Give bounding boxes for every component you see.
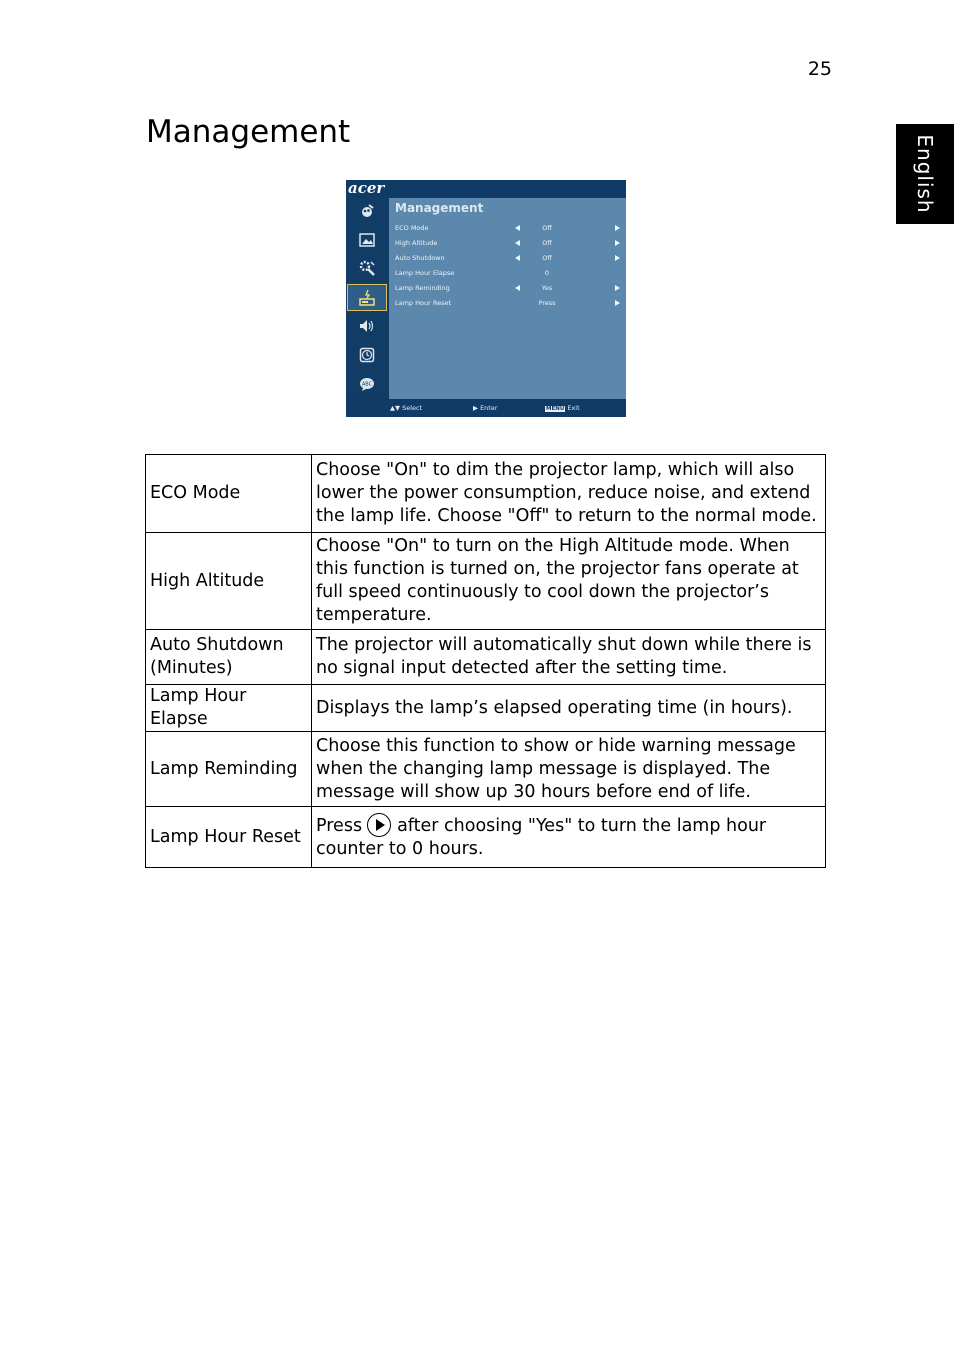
osd-row-label: Auto Shutdown (395, 254, 445, 262)
table-row (146, 732, 826, 807)
option-description: Choose "On" to turn on the High Altitude mode. When this function is turned on, the projector fans operate at full speed continuously to cool down the projector’s temperature. (312, 533, 826, 630)
page-title: Management (146, 114, 351, 150)
up-down-arrows-icon: ▲▼ (390, 404, 400, 412)
osd-panel-title: Management (395, 201, 484, 215)
page-number: 25 (807, 58, 832, 80)
option-description (312, 807, 826, 868)
osd-row-value: 0 (544, 269, 550, 277)
osd-row-value: Off (542, 254, 552, 262)
osd-sidebar (346, 198, 388, 399)
arrow-right-icon[interactable] (615, 225, 620, 231)
osd-row-label: Lamp Reminding (395, 284, 450, 292)
arrow-left-icon[interactable] (515, 255, 520, 261)
osd-row-value: Off (542, 224, 552, 232)
osd-row-lamp-reminding[interactable] (389, 281, 626, 295)
osd-footer-select (390, 404, 422, 412)
osd-row-value: Off (542, 239, 552, 247)
arrow-right-icon[interactable] (615, 255, 620, 261)
option-description: Choose this function to show or hide warning message when the changing lamp message is displayed. The message will show up 30 hours before end of life. (312, 732, 826, 807)
exit-hint: Exit (567, 404, 580, 412)
arrow-left-icon[interactable] (515, 240, 520, 246)
option-description: Displays the lamp’s elapsed operating time (in hours). (312, 685, 826, 732)
table-row (146, 455, 826, 533)
osd-footer-exit (545, 404, 580, 412)
option-term: Lamp Hour Elapse (146, 685, 312, 732)
table-row (146, 533, 826, 630)
right-arrow-button-icon (367, 813, 391, 837)
osd-row-auto-shutdown[interactable] (389, 251, 626, 265)
arrow-left-icon[interactable] (515, 225, 520, 231)
osd-row-lamp-hour-reset[interactable] (389, 296, 626, 310)
menu-key-icon: MENU (546, 406, 565, 412)
audio-icon (358, 317, 376, 335)
settings-icon (358, 259, 376, 277)
timer-icon (358, 346, 376, 364)
play-arrow-icon: ▶ (473, 404, 478, 412)
osd-row-eco-mode[interactable] (389, 221, 626, 235)
table-row (146, 807, 826, 868)
arrow-left-icon[interactable] (515, 285, 520, 291)
option-term: High Altitude (146, 533, 312, 630)
osd-row-label: Lamp Hour Reset (395, 299, 452, 307)
image-icon (358, 231, 376, 249)
after-press-text: after choosing "Yes" to turn the lamp hour counter to 0 hours. (316, 815, 767, 859)
arrow-right-icon[interactable] (615, 285, 620, 291)
press-text: Press (316, 815, 363, 836)
management-options-table (145, 454, 826, 868)
select-hint: Select (402, 404, 423, 412)
osd-row-label: Lamp Hour Elapse (395, 269, 455, 277)
arrow-right-icon[interactable] (615, 300, 620, 306)
osd-footer-enter (473, 404, 498, 412)
osd-footer (346, 399, 626, 417)
osd-screenshot (346, 180, 626, 417)
option-term: ECO Mode (146, 455, 312, 533)
osd-row-label: ECO Mode (395, 224, 429, 232)
osd-row-value: Press (538, 299, 556, 307)
osd-row-value: Yes (541, 284, 553, 292)
enter-hint: Enter (480, 404, 498, 412)
osd-row-lamp-hour-elapse (389, 266, 626, 280)
language-tab-label: English (913, 134, 937, 214)
osd-row-high-altitude[interactable] (389, 236, 626, 250)
color-icon (358, 202, 376, 220)
option-term: Lamp Reminding (146, 732, 312, 807)
option-description: The projector will automatically shut down while there is no signal input detected after the setting time. (312, 630, 826, 685)
acer-logo: acer (348, 180, 385, 197)
language-icon (358, 375, 376, 393)
osd-menu-panel (389, 198, 626, 399)
management-icon[interactable] (347, 284, 387, 311)
table-row (146, 685, 826, 732)
osd-row-label: High Altitude (395, 239, 438, 247)
option-description: Choose "On" to dim the projector lamp, which will also lower the power consumption, reduce noise, and extend the lamp life. Choose "Off" to return to the normal mode. (312, 455, 826, 533)
option-term: Lamp Hour Reset (146, 807, 312, 868)
table-row (146, 630, 826, 685)
svg-text:ABC: ABC (361, 381, 373, 388)
arrow-right-icon[interactable] (615, 240, 620, 246)
language-tab (896, 124, 954, 224)
option-term: Auto Shutdown (Minutes) (146, 630, 312, 685)
